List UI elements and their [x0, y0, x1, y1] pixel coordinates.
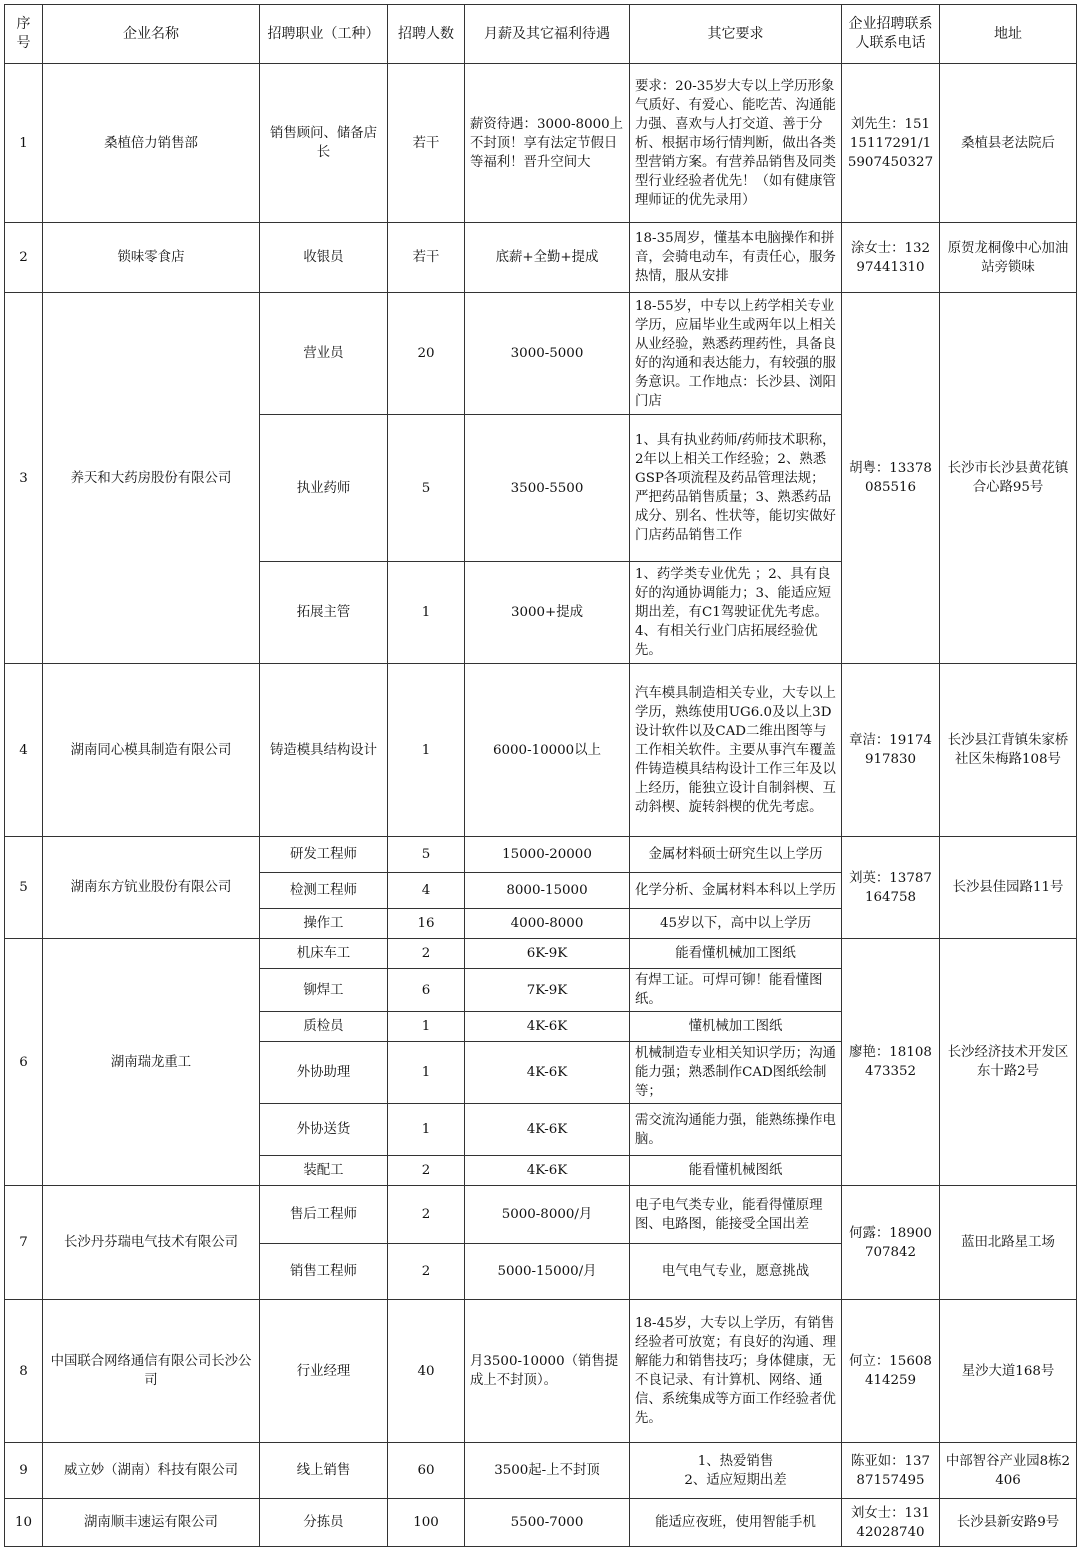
table-row — [5, 223, 1077, 293]
job-count: 2 — [388, 1156, 465, 1186]
table-row — [5, 664, 1077, 837]
job-title: 铆焊工 — [260, 969, 388, 1012]
job-title: 分拣员 — [260, 1499, 388, 1547]
job-pay: 底薪+全勤+提成 — [465, 223, 630, 293]
job-title: 收银员 — [260, 223, 388, 293]
job-requirements: 电子电气类专业，能看得懂原理图、电路图，能接受全国出差 — [630, 1186, 842, 1244]
job-pay: 3500-5500 — [465, 415, 630, 562]
job-requirements: 电气电气专业，愿意挑战 — [630, 1244, 842, 1300]
header-address: 地址 — [940, 5, 1077, 64]
job-requirements: 1、具有执业药师/药师技术职称，2年以上相关工作经验；2、熟悉GSP各项流程及药品管理法规；严把药品销售质量；3、熟悉药品成分、别名、性状等，能切实做好门店药品销售工作 — [630, 415, 842, 562]
table-row — [5, 837, 1077, 873]
company-address: 长沙市长沙县黄花镇合心路95号 — [940, 293, 1077, 664]
job-count: 1 — [388, 562, 465, 664]
company-name: 锁味零食店 — [43, 223, 260, 293]
row-number: 3 — [5, 293, 43, 664]
job-title: 操作工 — [260, 909, 388, 939]
contact-info: 刘先生：15115117291/15907450327 — [842, 64, 940, 223]
job-title: 检测工程师 — [260, 873, 388, 909]
contact-info: 刘英：13787164758 — [842, 837, 940, 939]
job-requirements: 机械制造专业相关知识学历；沟通能力强；熟悉制作CAD图纸绘制等； — [630, 1042, 842, 1104]
job-requirements: 金属材料硕士研究生以上学历 — [630, 837, 842, 873]
job-requirements: 18-45岁，大专以上学历，有销售经验者可放宽；有良好的沟通、理解能力和销售技巧；身体健康，无不良记录、有计算机、网络、通信、系统集成等方面工作经验者优先。 — [630, 1300, 842, 1443]
job-count: 2 — [388, 1244, 465, 1300]
job-title: 铸造模具结构设计 — [260, 664, 388, 837]
job-count: 若干 — [388, 223, 465, 293]
job-requirements: 18-55岁，中专以上药学相关专业学历，应届毕业生或两年以上相关从业经验，熟悉药理药性，具备良好的沟通和表达能力，有较强的服务意识。工作地点：长沙县、浏阳门店 — [630, 293, 842, 415]
table-row — [5, 1300, 1077, 1443]
header-company: 企业名称 — [43, 5, 260, 64]
header-no: 序号 — [5, 5, 43, 64]
job-requirements: 要求：20-35岁大专以上学历形象气质好、有爱心、能吃苦、沟通能力强、喜欢与人打交道、善于分析、根据市场行情判断，做出各类型营销方案。有营养品销售及同类型行业经验者优先！（如有健康管理师证的优先录用） — [630, 64, 842, 223]
table-row — [5, 1499, 1077, 1547]
job-requirements: 能看懂机械图纸 — [630, 1156, 842, 1186]
job-requirements: 能看懂机械加工图纸 — [630, 939, 842, 969]
job-pay: 7K-9K — [465, 969, 630, 1012]
job-title: 行业经理 — [260, 1300, 388, 1443]
job-title: 销售顾问、储备店长 — [260, 64, 388, 223]
job-pay: 5000-8000/月 — [465, 1186, 630, 1244]
company-address: 星沙大道168号 — [940, 1300, 1077, 1443]
header-count: 招聘人数 — [388, 5, 465, 64]
job-title: 营业员 — [260, 293, 388, 415]
table-row — [5, 293, 1077, 415]
job-count: 100 — [388, 1499, 465, 1547]
company-address: 长沙县江背镇朱家桥社区朱梅路108号 — [940, 664, 1077, 837]
job-pay: 4K-6K — [465, 1104, 630, 1156]
job-pay: 月3500-10000（销售提成上不封顶）。 — [465, 1300, 630, 1443]
contact-info: 胡粤：13378085516 — [842, 293, 940, 664]
row-number: 2 — [5, 223, 43, 293]
job-pay: 6000-10000以上 — [465, 664, 630, 837]
job-title: 外协助理 — [260, 1042, 388, 1104]
row-number: 7 — [5, 1186, 43, 1300]
contact-info: 涂女士：13297441310 — [842, 223, 940, 293]
job-count: 6 — [388, 969, 465, 1012]
job-requirements: 45岁以下，高中以上学历 — [630, 909, 842, 939]
contact-info: 何露：18900707842 — [842, 1186, 940, 1300]
job-count: 40 — [388, 1300, 465, 1443]
recruitment-table — [4, 4, 1077, 1547]
job-pay: 15000-20000 — [465, 837, 630, 873]
job-title: 线上销售 — [260, 1443, 388, 1499]
header-requirements: 其它要求 — [630, 5, 842, 64]
job-pay: 5500-7000 — [465, 1499, 630, 1547]
job-count: 5 — [388, 415, 465, 562]
job-count: 2 — [388, 1186, 465, 1244]
job-requirements: 能适应夜班，使用智能手机 — [630, 1499, 842, 1547]
table-row — [5, 939, 1077, 969]
job-count: 20 — [388, 293, 465, 415]
company-name: 湖南东方钪业股份有限公司 — [43, 837, 260, 939]
table-row — [5, 1186, 1077, 1244]
company-name: 中国联合网络通信有限公司长沙公司 — [43, 1300, 260, 1443]
company-address: 桑植县老法院后 — [940, 64, 1077, 223]
job-count: 若干 — [388, 64, 465, 223]
job-pay: 3500起-上不封顶 — [465, 1443, 630, 1499]
row-number: 10 — [5, 1499, 43, 1547]
job-title: 装配工 — [260, 1156, 388, 1186]
job-pay: 8000-15000 — [465, 873, 630, 909]
company-address: 原贺龙桐像中心加油站旁锁味 — [940, 223, 1077, 293]
job-title: 拓展主管 — [260, 562, 388, 664]
job-title: 售后工程师 — [260, 1186, 388, 1244]
job-pay: 5000-15000/月 — [465, 1244, 630, 1300]
job-count: 4 — [388, 873, 465, 909]
job-count: 5 — [388, 837, 465, 873]
row-number: 8 — [5, 1300, 43, 1443]
job-count: 1 — [388, 1012, 465, 1042]
company-name: 桑植倍力销售部 — [43, 64, 260, 223]
job-requirements: 懂机械加工图纸 — [630, 1012, 842, 1042]
job-count: 1 — [388, 1042, 465, 1104]
company-address: 长沙县新安路9号 — [940, 1499, 1077, 1547]
company-name: 湖南顺丰速运有限公司 — [43, 1499, 260, 1547]
job-requirements: 化学分析、金属材料本科以上学历 — [630, 873, 842, 909]
row-number: 9 — [5, 1443, 43, 1499]
job-count: 1 — [388, 664, 465, 837]
company-name: 养天和大药房股份有限公司 — [43, 293, 260, 664]
company-name: 威立妙（湖南）科技有限公司 — [43, 1443, 260, 1499]
table-row — [5, 64, 1077, 223]
job-title: 外协送货 — [260, 1104, 388, 1156]
company-address: 长沙县佳园路11号 — [940, 837, 1077, 939]
job-requirements: 1、药学类专业优先 ；2、具有良好的沟通协调能力；3、能适应短期出差，有C1驾驶证优先考虑。4、有相关行业门店拓展经验优先。 — [630, 562, 842, 664]
job-pay: 4K-6K — [465, 1042, 630, 1104]
company-name: 湖南瑞龙重工 — [43, 939, 260, 1186]
row-number: 1 — [5, 64, 43, 223]
company-name: 湖南同心模具制造有限公司 — [43, 664, 260, 837]
row-number: 4 — [5, 664, 43, 837]
job-pay: 3000-5000 — [465, 293, 630, 415]
job-title: 质检员 — [260, 1012, 388, 1042]
job-pay: 薪资待遇：3000-8000上不封顶！享有法定节假日等福利！晋升空间大 — [465, 64, 630, 223]
job-requirements: 18-35周岁，懂基本电脑操作和拼音，会骑电动车，有责任心，服务热情，服从安排 — [630, 223, 842, 293]
table-row — [5, 1443, 1077, 1499]
header-row — [5, 5, 1077, 64]
job-requirements: 汽车模具制造相关专业，大专以上学历，熟练使用UG6.0及以上3D设计软件以及CAD二维出图等与工作相关软件。主要从事汽车覆盖件铸造模具结构设计工作三年及以上经历，能独立设计自制斜楔、互动斜楔、旋转斜楔的优先考虑。 — [630, 664, 842, 837]
job-count: 16 — [388, 909, 465, 939]
contact-info: 章洁：19174917830 — [842, 664, 940, 837]
job-pay: 3000+提成 — [465, 562, 630, 664]
contact-info: 刘女士：13142028740 — [842, 1499, 940, 1547]
job-requirements: 需交流沟通能力强，能熟练操作电脑。 — [630, 1104, 842, 1156]
job-pay: 4000-8000 — [465, 909, 630, 939]
header-contact: 企业招聘联系人联系电话 — [842, 5, 940, 64]
header-job: 招聘职业（工种） — [260, 5, 388, 64]
company-address: 蓝田北路星工场 — [940, 1186, 1077, 1300]
job-pay: 4K-6K — [465, 1156, 630, 1186]
job-pay: 6K-9K — [465, 939, 630, 969]
job-count: 1 — [388, 1104, 465, 1156]
job-title: 执业药师 — [260, 415, 388, 562]
job-title: 机床车工 — [260, 939, 388, 969]
job-title: 销售工程师 — [260, 1244, 388, 1300]
company-name: 长沙丹芬瑞电气技术有限公司 — [43, 1186, 260, 1300]
company-address: 中部智谷产业园8栋2406 — [940, 1443, 1077, 1499]
contact-info: 陈亚如：13787157495 — [842, 1443, 940, 1499]
job-count: 2 — [388, 939, 465, 969]
company-address: 长沙经济技术开发区东十路2号 — [940, 939, 1077, 1186]
job-requirements: 1、热爱销售 2、适应短期出差 — [630, 1443, 842, 1499]
job-title: 研发工程师 — [260, 837, 388, 873]
job-count: 60 — [388, 1443, 465, 1499]
row-number: 5 — [5, 837, 43, 939]
contact-info: 廖艳：18108473352 — [842, 939, 940, 1186]
header-pay: 月薪及其它福利待遇 — [465, 5, 630, 64]
job-requirements: 有焊工证。可焊可铆！能看懂图纸。 — [630, 969, 842, 1012]
job-pay: 4K-6K — [465, 1012, 630, 1042]
contact-info: 何立：15608414259 — [842, 1300, 940, 1443]
table-body — [5, 64, 1077, 1547]
row-number: 6 — [5, 939, 43, 1186]
